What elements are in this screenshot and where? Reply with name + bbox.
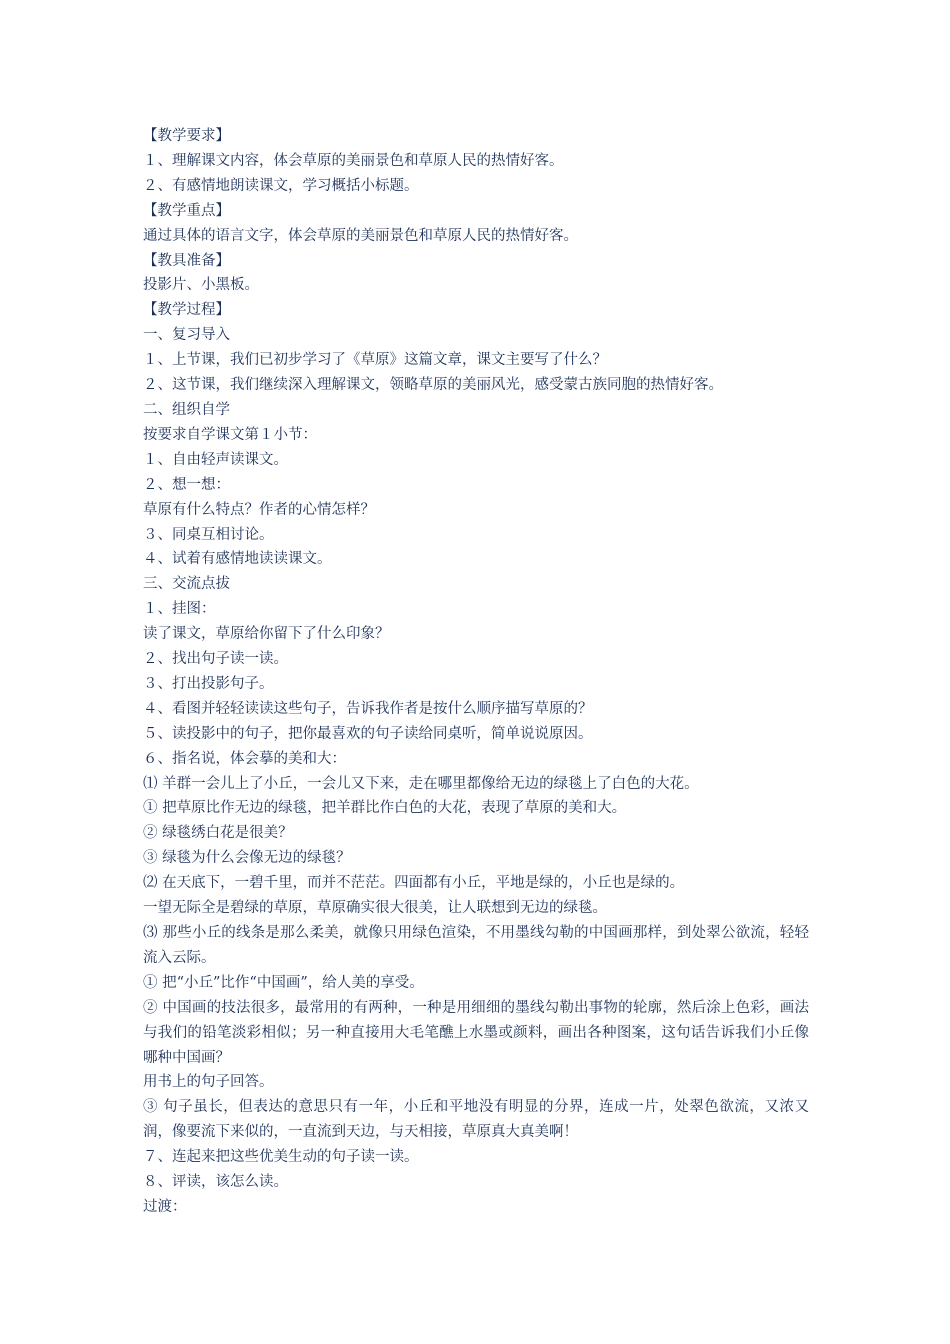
sentence-3-note-1: ① 把“小丘”比作“中国画”，给人美的享受。 xyxy=(143,974,424,991)
section-heading-materials: 【教具准备】 xyxy=(143,252,230,269)
section-heading-requirements: 【教学要求】 xyxy=(143,128,230,144)
self-study-item-1: １、自由轻声读课文。 xyxy=(143,451,288,468)
requirement-item-1: １、理解课文内容，体会草原的美丽景色和草原人民的热情好客。 xyxy=(143,152,564,169)
sentence-1-note-1: ① 把草原比作无边的绿毯，把羊群比作白色的大花，表现了草原的美和大。 xyxy=(143,800,627,817)
key-points-text: 通过具体的语言文字，体会草原的美丽景色和草原人民的热情好客。 xyxy=(143,227,578,244)
discussion-item-5: ５、读投影中的句子，把你最喜欢的句子读给同桌听，简单说说原因。 xyxy=(143,725,593,742)
step-heading-discussion: 三、交流点拔 xyxy=(143,576,230,593)
sentence-2-note: 一望无际全是碧绿的草原，草原确实很大很美，让人联想到无边的绿毯。 xyxy=(143,900,607,917)
discussion-item-4: ４、看图并轻轻读读这些句子，告诉我作者是按什么顺序描写草原的？ xyxy=(143,700,593,717)
sentence-3: ⑶ 那些小丘的线条是那么柔美，就像只用绿色渲染，不用墨线勾勒的中国画那样，到处翠公欲流，轻轻流入云际。 xyxy=(143,925,809,966)
self-study-item-2: ２、想一想： xyxy=(143,476,230,493)
requirement-item-2: ２、有感情地朗读课文，学习概括小标题。 xyxy=(143,177,419,194)
sentence-3-note-2: ② 中国画的技法很多，最常用的有两种，一种是用细细的墨线勾勒出事物的轮廓，然后涂上色彩，画法与我们的铅笔淡彩相似；另一种直接用大毛笔醮上水墨或颜料，画出各种图案，这句话告诉我们小丘像哪种中国画？ xyxy=(143,999,809,1066)
materials-text: 投影片、小黑板。 xyxy=(143,277,259,294)
discussion-item-1: １、挂图： xyxy=(143,601,216,618)
self-study-item-4: ４、试着有感情地读读课文。 xyxy=(143,551,332,568)
discussion-item-2: ２、找出句子读一读。 xyxy=(143,651,288,668)
sentence-1-note-3: ③ 绿毯为什么会像无边的绿毯？ xyxy=(143,850,351,867)
review-item-2: ２、这节课，我们继续深入理解课文，领略草原的美丽风光，感受蒙古族同胞的热情好客。 xyxy=(143,377,723,394)
section-heading-key-points: 【教学重点】 xyxy=(143,202,230,219)
self-study-intro: 按要求自学课文第１小节： xyxy=(143,426,317,443)
self-study-question: 草原有什么特点？作者的心情怎样？ xyxy=(143,501,375,518)
sentence-2: ⑵ 在天底下，一碧千里，而并不茫茫。四面都有小丘，平地是绿的，小丘也是绿的。 xyxy=(143,875,685,892)
sentence-3-note-3: ③ 句子虽长，但表达的意思只有一年，小丘和平地没有明显的分界，连成一片，处翠色欲流，又浓又润，像要流下来似的，一直流到天边，与天相接，草原真大真美啊！ xyxy=(143,1099,809,1141)
transition-label: 过渡： xyxy=(143,1198,187,1215)
document-body xyxy=(143,124,809,1220)
sentence-1: ⑴ 羊群一会儿上了小丘，一会儿又下来，走在哪里都像给无边的绿毯上了白色的大花。 xyxy=(143,775,699,792)
discussion-question: 读了课文，草原给你留下了什么印象？ xyxy=(143,626,390,643)
sentence-3-answer-hint: 用书上的句子回答。 xyxy=(143,1074,274,1091)
step-heading-self-study: 二、组织自学 xyxy=(143,401,230,418)
discussion-item-3: ３、打出投影句子。 xyxy=(143,675,274,692)
discussion-item-6: ６、指名说，体会摹的美和大： xyxy=(143,750,346,767)
sentence-1-note-2: ② 绿毯绣白花是很美？ xyxy=(143,825,293,842)
discussion-item-8: ８、评读，该怎么读。 xyxy=(143,1174,288,1191)
review-item-1: １、上节课，我们已初步学习了《草原》这篇文章，课文主要写了什么？ xyxy=(143,352,607,369)
section-heading-process: 【教学过程】 xyxy=(143,302,230,319)
self-study-item-3: ３、同桌互相讨论。 xyxy=(143,526,274,543)
step-heading-review: 一、复习导入 xyxy=(143,327,230,344)
discussion-item-7: ７、连起来把这些优美生动的句子读一读。 xyxy=(143,1149,419,1166)
